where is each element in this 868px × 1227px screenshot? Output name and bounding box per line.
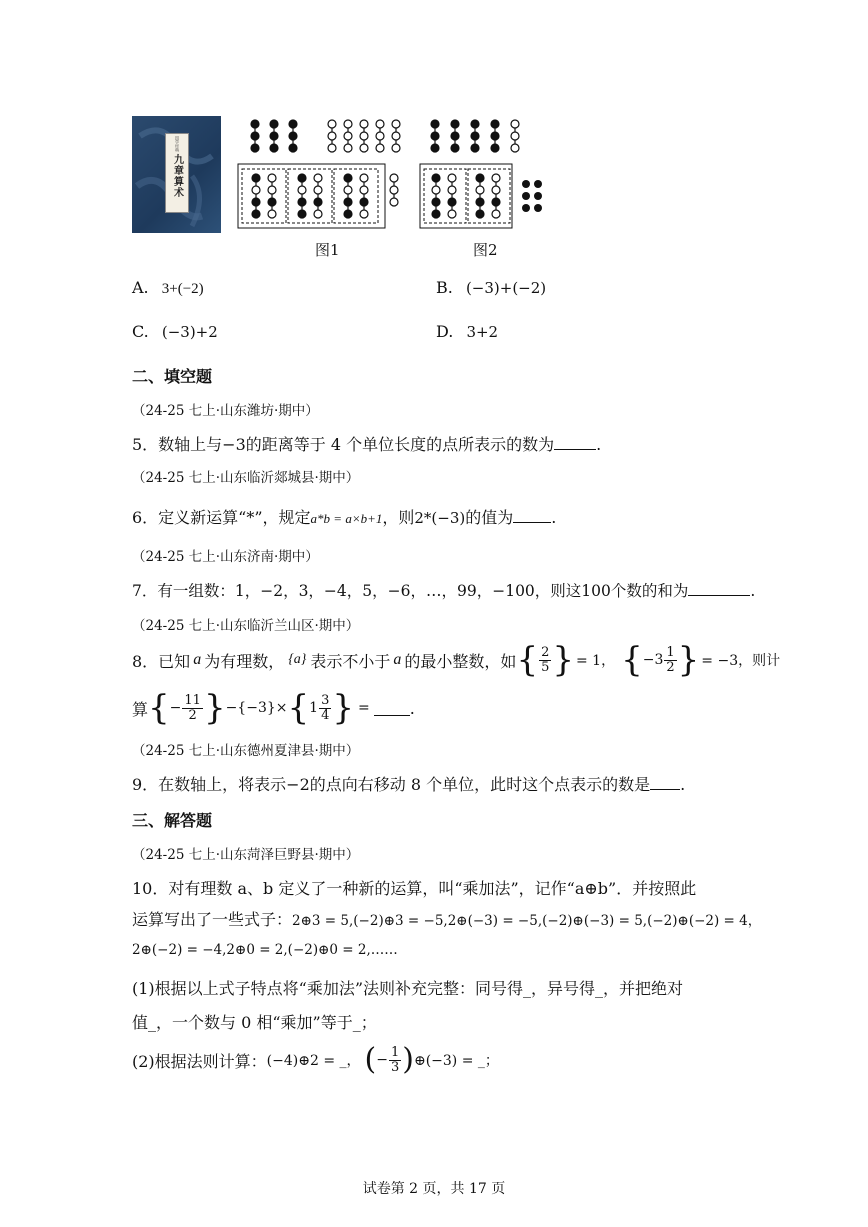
q8-c2-den: 4 xyxy=(321,707,330,723)
q8-ex2-lbrace: { xyxy=(621,640,643,680)
option-d[interactable] xyxy=(436,322,498,341)
q8-ex1-frac xyxy=(539,646,551,675)
page-footer: 试卷第 2 页，共 17 页 xyxy=(362,1181,506,1197)
q5-source: （24-25 七上·山东潍坊·期中） xyxy=(132,403,319,419)
q8-line1 xyxy=(132,640,780,680)
q6-expr: 2*(−3) xyxy=(414,509,466,527)
figure2-caption: 图2 xyxy=(473,241,498,259)
q10-line2 xyxy=(132,907,761,930)
q7-text: 7．有一组数：1，−2，3，−4，5，−6，…，99，−100，则这100个数的和为 xyxy=(132,582,689,600)
q6-answer-blank[interactable] xyxy=(513,508,551,523)
q8-line2 xyxy=(132,688,415,728)
q10-neg: − xyxy=(376,1052,388,1068)
q8-ex2-int: −3 xyxy=(642,652,664,668)
q8-end: . xyxy=(409,698,415,718)
q5-question xyxy=(132,432,601,455)
q10-line1: 10．对有理数 a、b 定义了一种新的运算，叫“乘加法”，记作“a⊕b”．并按照此 xyxy=(132,879,697,898)
q8-c1-frac xyxy=(182,694,203,723)
q8-text-b: 为有理数， xyxy=(204,651,285,671)
option-c[interactable] xyxy=(132,322,218,341)
figure2-diagram xyxy=(418,116,548,234)
q8-c1-sign: − xyxy=(169,700,182,716)
book-cover-image xyxy=(132,116,221,233)
q8-c2-num: 3 xyxy=(321,692,330,708)
option-d-letter: D. xyxy=(436,322,454,341)
option-a-expr: 3+(−2) xyxy=(161,281,204,297)
q10-frac-num: 1 xyxy=(390,1044,400,1060)
q8-c1-rbrace: } xyxy=(203,688,226,728)
q10-frac xyxy=(389,1046,401,1075)
q6-text-a: 6．定义新运算“*”，规定 xyxy=(132,508,311,527)
q10-part2-b: (−4)⊕2 = _， xyxy=(266,1053,361,1069)
q10-source: （24-25 七上·山东菏泽巨野县·期中） xyxy=(132,847,360,863)
book-title-panel xyxy=(165,133,189,213)
q9-text: 9．在数轴上，将表示−2的点向右移动 8 个单位，此时这个点表示的数是 xyxy=(132,775,651,794)
q8-text-c: 表示不小于 xyxy=(310,651,391,671)
q8-text-e: 算 xyxy=(132,699,149,719)
q5-text: 5．数轴上与−3的距离等于 4 个单位长度的点所表示的数为 xyxy=(132,435,555,454)
q10-lparen: ( xyxy=(364,1042,377,1077)
q6-text-c: 的值为 xyxy=(465,508,514,527)
option-c-letter: C. xyxy=(132,322,149,341)
q8-ex1-num: 2 xyxy=(541,644,550,660)
option-b-expr: (−3)+(−2) xyxy=(465,279,547,297)
q6-source: （24-25 七上·山东临沂郯城县·期中） xyxy=(132,470,360,486)
q8-mid: −{−3}× xyxy=(225,700,288,716)
book-title: 九章算术 xyxy=(171,154,183,198)
q8-c2-frac xyxy=(319,694,331,723)
q8-ex2-frac xyxy=(664,646,676,675)
q9-question xyxy=(132,772,685,795)
q10-part2-a: (2)根据法则计算： xyxy=(132,1051,267,1071)
q7-end: . xyxy=(750,582,756,600)
q9-source: （24-25 七上·山东德州夏津县·期中） xyxy=(132,743,360,759)
q10-line3: 2⊕(−2) = −4,2⊕0 = 2,(−2)⊕0 = 2,…… xyxy=(132,942,398,958)
q5-answer-blank[interactable] xyxy=(554,435,596,450)
q10-part1-b: 值_，一个数与 0 相“乘加”等于_； xyxy=(132,1013,377,1032)
q8-ex2-rbrace: } xyxy=(677,640,700,680)
q10-frac-den: 3 xyxy=(390,1059,400,1075)
q10-rparen: ) xyxy=(402,1042,414,1077)
section-fill-blank-heading: 二、填空题 xyxy=(132,367,213,386)
q8-brace-a: {a} xyxy=(288,652,307,667)
q8-ex1-result: = 1， xyxy=(576,653,616,669)
q10-part2 xyxy=(132,1040,499,1080)
q8-c1-num: 11 xyxy=(184,692,201,708)
option-c-expr: (−3)+2 xyxy=(161,323,218,341)
option-a-letter: A. xyxy=(132,278,149,297)
q8-eq: = xyxy=(357,700,370,716)
q10-line2-b: 2⊕3 = 5,(−2)⊕3 = −5,2⊕(−3) = −5,(−2)⊕(−3) = 5,(−2)⊕(−2) = 4， xyxy=(292,913,762,929)
q8-ex2-num: 1 xyxy=(666,644,675,660)
q8-source: （24-25 七上·山东临沂兰山区·期中） xyxy=(132,618,360,634)
q8-ex2-result: = −3，则计 xyxy=(701,653,781,669)
q8-c1-den: 2 xyxy=(188,707,197,723)
q8-answer-blank[interactable] xyxy=(374,701,410,716)
q7-question xyxy=(132,579,755,601)
option-b-letter: B. xyxy=(436,278,453,297)
q8-ex1-den: 5 xyxy=(541,659,550,675)
q8-text-a: 8．已知 xyxy=(132,651,191,671)
figure1-caption: 图1 xyxy=(315,241,340,259)
section-answer-heading: 三、解答题 xyxy=(132,811,213,830)
q7-source: （24-25 七上·山东济南·期中） xyxy=(132,549,319,565)
q6-question xyxy=(132,505,556,528)
q8-ex2-den: 2 xyxy=(666,659,675,675)
q10-line2-a: 运算写出了一些式子： xyxy=(132,910,293,929)
q10-part1-a: (1)根据以上式子特点将“乘加法”法则补充完整：同号得_，异号得_，并把绝对 xyxy=(132,979,684,998)
q8-c2-rbrace: } xyxy=(332,688,354,728)
book-series: 国学经典 xyxy=(175,136,180,152)
q9-answer-blank[interactable] xyxy=(650,775,680,790)
q8-var-a2: a xyxy=(393,651,402,668)
q8-ex1-rbrace: } xyxy=(552,640,574,680)
q7-answer-blank[interactable] xyxy=(688,581,750,596)
q8-text-d: 的最小整数，如 xyxy=(404,651,517,671)
q8-ex1-lbrace: { xyxy=(516,640,539,680)
q8-var-a: a xyxy=(193,651,202,668)
option-d-expr: 3+2 xyxy=(466,323,499,341)
q9-end: . xyxy=(680,775,686,794)
q8-c1-lbrace: { xyxy=(148,688,170,728)
q8-c2-lbrace: { xyxy=(287,688,310,728)
option-a[interactable] xyxy=(132,278,204,298)
q8-c2-int: 1 xyxy=(309,700,319,716)
figure1-diagram xyxy=(236,116,411,234)
q6-text-b: ，则 xyxy=(382,508,415,527)
q6-rule: a*b = a×b+1 xyxy=(310,511,383,526)
q10-part2-c: ⊕(−3) = _； xyxy=(413,1053,499,1069)
q5-end: . xyxy=(596,435,602,454)
option-b[interactable] xyxy=(436,278,546,297)
q6-end: . xyxy=(551,508,557,527)
